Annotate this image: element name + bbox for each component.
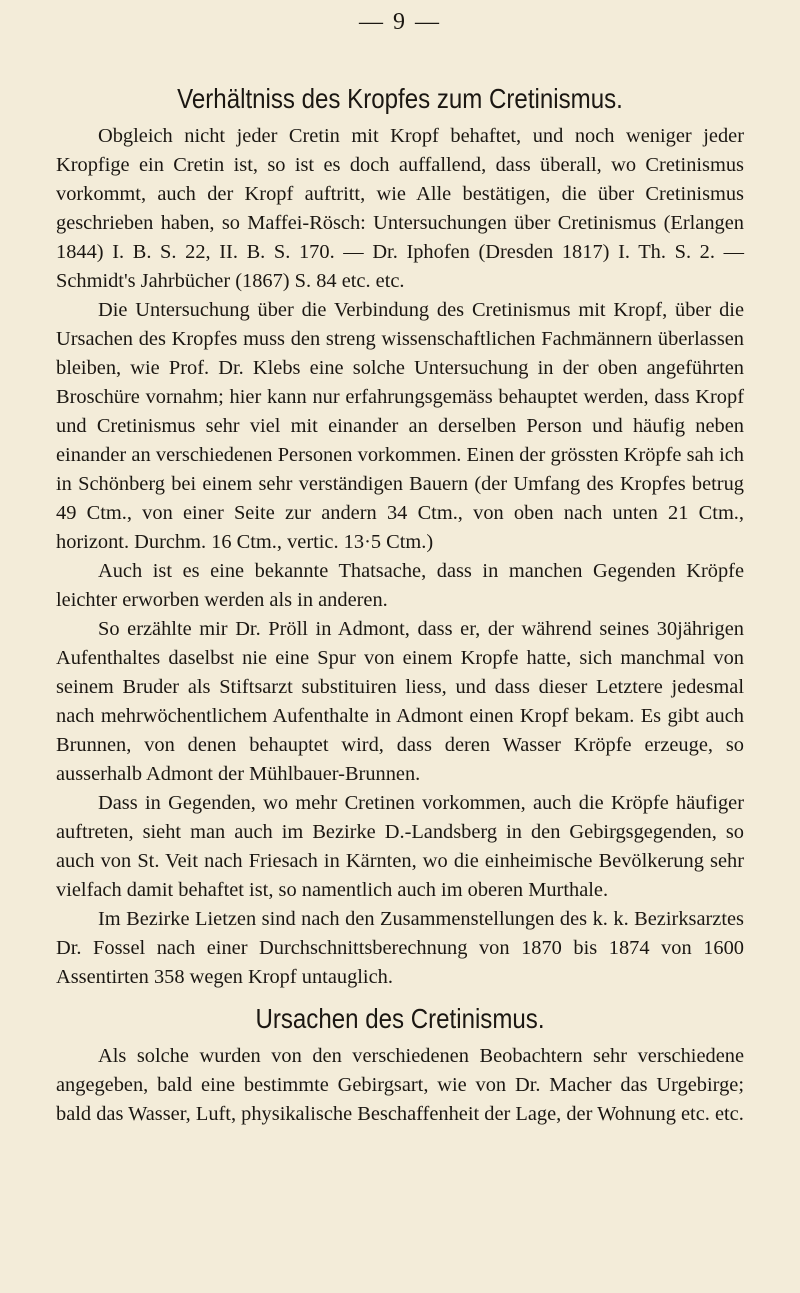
paragraph: Auch ist es eine bekannte Thatsache, dass in manchen Gegenden Kröpfe leichter erworben werden als in anderen. — [56, 560, 744, 611]
paragraph: Im Bezirke Lietzen sind nach den Zusammenstellungen des k. k. Bezirksarztes Dr. Fossel nach einer Durchschnittsberechnung von 1870 bis 1874 von 1600 Assentirten 358 wegen Kropf untauglich. — [56, 908, 744, 988]
page-number: — 9 — — [359, 9, 441, 35]
section-heading: Verhältniss des Kropfes zum Cretinismus. — [177, 83, 623, 114]
paragraph: Die Untersuchung über die Verbindung des Cretinismus mit Kropf, über die Ursachen des Kropfes muss den streng wissenschaftlichen Fachmännern überlassen bleiben, wie Prof. Dr. Klebs eine solche Untersuchung in der oben angeführten Broschüre vornahm; hier kann nur erfahrungsgemäss behauptet werden, dass Kropf und Cretinismus sehr viel mit einander an derselben Person und häufig neben einander an verschiedenen Personen vorkommen. Einen der grössten Kröpfe sah ich in Schönberg bei einem sehr verständigen Bauern (der Umfang des Kropfes betrug 49 Ctm., von einer Seite zur andern 34 Ctm., von oben nach unten 21 Ctm., horizont. Durchm. 16 Ctm., vertic. 13·5 Ctm.) — [56, 299, 744, 553]
paragraph: So erzählte mir Dr. Pröll in Admont, dass er, der während seines 30jährigen Aufenthaltes daselbst nie eine Spur von einem Kropfe hatte, sich manchmal von seinem Bruder als Stiftsarzt substituiren liess, und dass dieser Letztere jedesmal nach mehrwöchentlichem Aufenthalte in Admont einen Kropf bekam. Es gibt auch Brunnen, von denen behauptet wird, dass deren Wasser Kröpfe erzeuge, so ausserhalb Admont der Mühlbauer-Brunnen. — [56, 618, 744, 785]
section-ursachen-cretinismus — [56, 1002, 744, 1129]
section-heading: Ursachen des Cretinismus. — [255, 1003, 545, 1034]
paragraph: Als solche wurden von den verschiedenen Beobachtern sehr verschiedene angegeben, bald eine bestimmte Gebirgsart, wie von Dr. Macher das Urgebirge; bald das Wasser, Luft, physikalische Beschaffenheit der Lage, der Wohnung etc. etc. — [56, 1045, 744, 1125]
paragraph: Obgleich nicht jeder Cretin mit Kropf behaftet, und noch weniger jeder Kropfige ein Cretin ist, so ist es doch auffallend, dass überall, wo Cretinismus vorkommt, auch der Kropf auftritt, wie Alle bestätigen, die über Cretinismus geschrieben haben, so Maffei-Rösch: Untersuchungen über Cretinismus (Erlangen 1844) I. B. S. 22, II. B. S. 170. — Dr. Iphofen (Dresden 1817) I. Th. S. 2. — Schmidt's Jahrbücher (1867) S. 84 etc. etc. — [56, 125, 744, 292]
paragraph: Dass in Gegenden, wo mehr Cretinen vorkommen, auch die Kröpfe häufiger auftreten, sieht man auch im Bezirke D.-Landsberg in den Gebirgsgegenden, so auch von St. Veit nach Friesach in Kärnten, wo die einheimische Bevölkerung sehr vielfach damit behaftet ist, so namentlich auch im oberen Murthale. — [56, 792, 744, 901]
section-kropf-cretinismus — [56, 82, 744, 992]
